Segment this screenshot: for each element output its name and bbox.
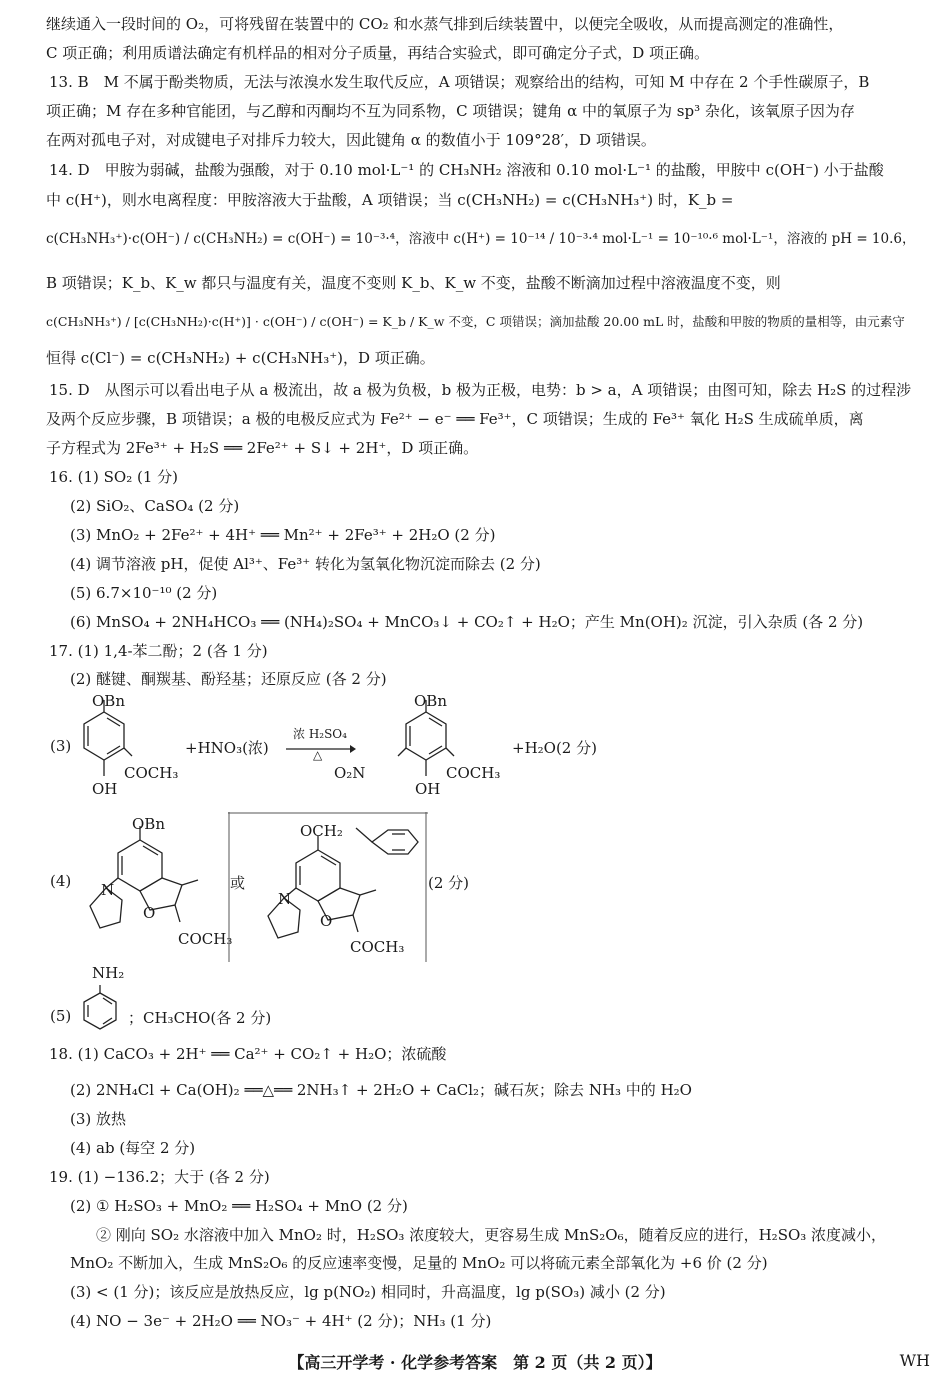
product-tail: +H₂O(2 分) [512, 739, 597, 757]
q17-part: (2) 醚键、酮羰基、酚羟基；还原反应 (各 2 分) [70, 670, 387, 688]
ring-n-label: N [101, 881, 115, 899]
q18-line: 18. (1) CaCO₃ + 2H⁺ ══ Ca²⁺ + CO₂↑ + H₂O；浓硫酸 [49, 1045, 447, 1063]
q19-part: (4) NO − 3e⁻ + 2H₂O ══ NO₃⁻ + 4H⁺ (2 分)；NH₃ (1 分) [70, 1312, 492, 1330]
text-line: C 项正确；利用质谱法确定有机样品的相对分子质量，再结合实验式，即可确定分子式，D 项正确。 [46, 44, 710, 62]
formula-line: c(CH₃NH₃⁺) / [c(CH₃NH₂)·c(H⁺)] · c(OH⁻) / c(OH⁻) = K_b / K_w 不变，C 项错误；滴加盐酸 20.00 mL 时，盐酸和甲胺的物质的量相等，由元素守 [46, 314, 905, 329]
ring-n-label: N [278, 890, 292, 908]
acetyl-label: COCH₃ [178, 930, 233, 948]
footer-code: WH [899, 1351, 930, 1370]
aniline-structure [76, 985, 126, 1041]
q19-part: MnO₂ 不断加入，生成 MnS₂O₆ 的反应速率变慢，足量的 MnO₂ 可以将硫元素全部氧化为 +6 价 (2 分) [70, 1254, 768, 1272]
text-line: B 项错误；K_b、K_w 都只与温度有关，温度不变则 K_b、K_w 不变，盐酸不断滴加过程中溶液温度不变，则 [46, 274, 781, 292]
obn-label: OBn [132, 815, 165, 833]
text-line: 子方程式为 2Fe³⁺ + H₂S ══ 2Fe²⁺ + S↓ + 2H⁺，D 项正确。 [46, 439, 479, 457]
q18-part: (2) 2NH₄Cl + Ca(OH)₂ ══△══ 2NH₃↑ + 2H₂O + CaCl₂；碱石灰；除去 NH₃ 中的 H₂O [70, 1081, 692, 1099]
text-line: 在两对孤电子对，对成键电子对排斥力较大，因此键角 α 的数值小于 109°28′，D 项错误。 [46, 131, 656, 149]
q19-part: (3) < (1 分)；该反应是放热反应，lg p(NO₂) 相同时，升高温度，lg p(SO₃) 减小 (2 分) [70, 1283, 666, 1301]
q14-line: 14. D 甲胺为弱碱，盐酸为强酸，对于 0.10 mol·L⁻¹ 的 CH₃NH₂ 溶液和 0.10 mol·L⁻¹ 的盐酸，甲胺中 c(OH⁻) 小于盐酸 [49, 161, 884, 179]
q19-line: 19. (1) −136.2；大于 (各 2 分) [49, 1168, 270, 1186]
reagent-label: +HNO₃(浓) [185, 739, 269, 757]
obn-label: OBn [414, 692, 447, 710]
q19-part: ② 刚向 SO₂ 水溶液中加入 MnO₂ 时，H₂SO₃ 浓度较大，更容易生成 MnS₂O₆，随着反应的进行，H₂SO₃ 浓度减小， [96, 1226, 887, 1244]
q16-part: (5) 6.7×10⁻¹⁰ (2 分) [70, 584, 218, 602]
text-line: 中 c(H⁺)，则水电离程度：甲胺溶液大于盐酸，A 项错误；当 c(CH₃NH₂) = c(CH₃NH₃⁺) 时，K_b = [46, 191, 734, 209]
oh-label: OH [415, 780, 441, 798]
q16-part: (4) 调节溶液 pH，促使 Al³⁺、Fe³⁺ 转化为氢氧化物沉淀而除去 (2 分) [70, 555, 541, 573]
q18-part: (4) ab (每空 2 分) [70, 1139, 196, 1157]
part5-tail: ；CH₃CHO(各 2 分) [128, 1009, 272, 1027]
condition-top: 浓 H₂SO₄ [293, 727, 347, 741]
formula-line: c(CH₃NH₃⁺)·c(OH⁻) / c(CH₃NH₂) = c(OH⁻) = 10⁻³·⁴，溶液中 c(H⁺) = 10⁻¹⁴ / 10⁻³·⁴ mol·L⁻¹ = 10⁻¹⁰·⁶ mol·L⁻¹，溶液的 pH = 10.6， [46, 231, 916, 247]
q17-part5-label: (5) [50, 1007, 72, 1025]
ring-o-label: O [320, 912, 333, 930]
q16-line: 16. (1) SO₂ (1 分) [49, 468, 179, 486]
part4-score: (2 分) [428, 874, 470, 892]
text-line: 继续通入一段时间的 O₂，可将残留在装置中的 CO₂ 和水蒸气排到后续装置中，以便完全吸收，从而提高测定的准确性， [46, 15, 844, 33]
obn-label: OBn [92, 692, 125, 710]
q18-part: (3) 放热 [70, 1110, 127, 1128]
q15-line: 15. D 从图示可以看出电子从 a 极流出，故 a 极为负极，b 极为正极，电势：b > a，A 项错误；由图可知，除去 H₂S 的过程涉 [49, 381, 912, 399]
q16-part: (2) SiO₂、CaSO₄ (2 分) [70, 497, 240, 515]
nh2-label: NH₂ [92, 964, 125, 982]
page-footer: 【高三开学考 · 化学参考答案 第 2 页（共 2 页）】 [288, 1353, 662, 1372]
oh-label: OH [92, 780, 118, 798]
ring-o-label: O [143, 904, 156, 922]
condition-bottom: △ [313, 748, 323, 762]
q19-part: (2) ① H₂SO₃ + MnO₂ ══ H₂SO₄ + MnO (2 分) [70, 1197, 408, 1215]
q13-line: 13. B M 不属于酚类物质，无法与浓溴水发生取代反应，A 项错误；观察给出的结构，可知 M 中存在 2 个手性碳原子，B [49, 73, 870, 91]
q16-part: (6) MnSO₄ + 2NH₄HCO₃ ══ (NH₄)₂SO₄ + MnCO₃↓ + CO₂↑ + H₂O；产生 Mn(OH)₂ 沉淀，引入杂质 (各 2 分) [70, 613, 864, 631]
acetyl-label: COCH₃ [350, 938, 405, 956]
och2-label: OCH₂ [300, 822, 343, 840]
text-line: 项正确；M 存在多种官能团，与乙醇和丙酮均不互为同系物，C 项错误；键角 α 中的氧原子为 sp³ 杂化，该氧原子因为存 [46, 102, 855, 120]
acetyl-label: COCH₃ [446, 764, 501, 782]
o2n-label: O₂N [334, 764, 366, 782]
or-label: 或 [230, 874, 246, 892]
acetyl-label: COCH₃ [124, 764, 179, 782]
text-line: 及两个反应步骤，B 项错误；a 极的电极反应式为 Fe²⁺ − e⁻ ══ Fe³⁺，C 项错误；生成的 Fe³⁺ 氧化 H₂S 生成硫单质，离 [46, 410, 864, 428]
q17-line: 17. (1) 1,4-苯二酚；2 (各 1 分) [49, 642, 268, 660]
q16-part: (3) MnO₂ + 2Fe²⁺ + 4H⁺ ══ Mn²⁺ + 2Fe³⁺ + 2H₂O (2 分) [70, 526, 496, 544]
text-line: 恒得 c(Cl⁻) = c(CH₃NH₂) + c(CH₃NH₃⁺)，D 项正确。 [46, 349, 435, 367]
q17-part3-label: (3) [50, 737, 72, 755]
reactant-structure [60, 690, 190, 809]
q17-part4-label: (4) [50, 872, 72, 890]
